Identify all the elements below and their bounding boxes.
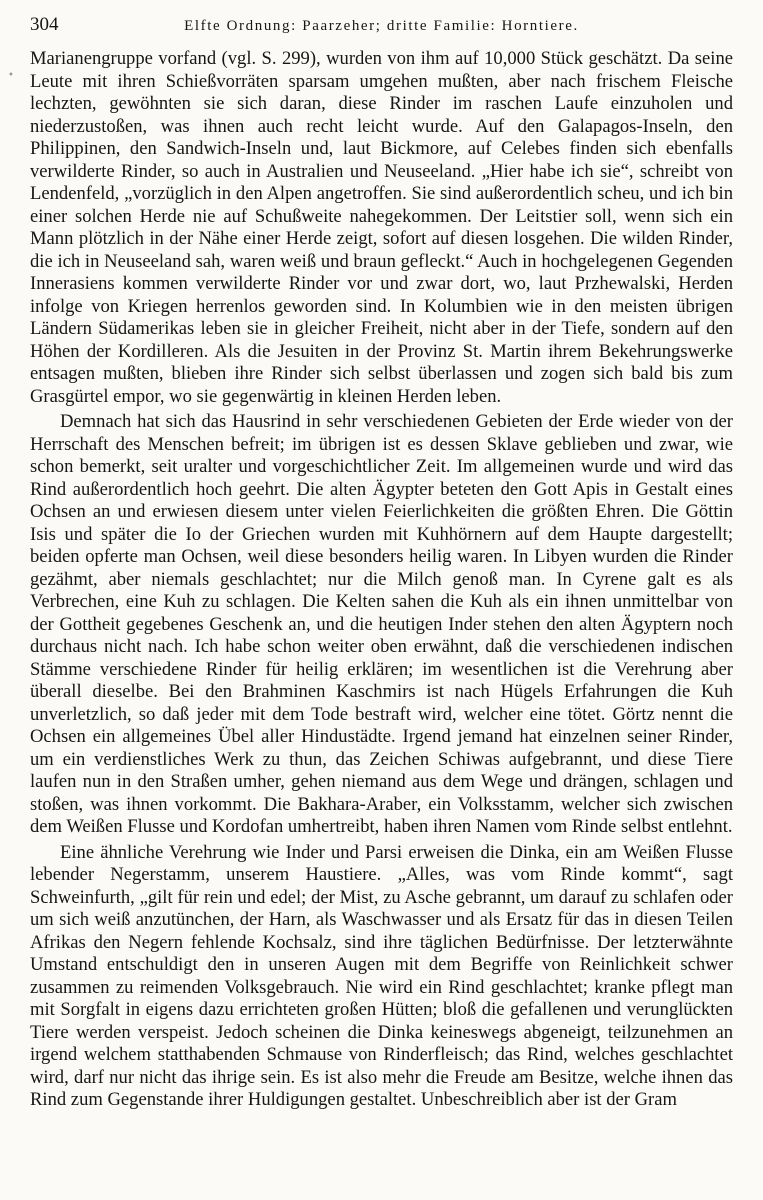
paragraph-3: Eine ähnliche Verehrung wie Inder und Parsi erweisen die Dinka, ein am Weißen Flusse lebender Negerstamm, unserem Haustiere. „Alles, was vom Rinde kommt“, sagt Schweinfurth, „gilt für rein und edel; der Mist, zu Asche gebrannt, um darauf zu schlafen oder um sich weiß anzutünchen, der Harn, als Waschwasser und als Ersatz für das in diesen Teilen Afrikas den Negern fehlende Kochsalz, sind ihre täglichen Bedürfnisse. Der letzterwähnte Umstand entschuldigt den in unseren Augen mit dem Begriffe von Reinlichkeit schwer zusammen zu reimenden Volksgebrauch. Nie wird ein Rind geschlachtet; kranke pflegt man mit Sorgfalt in eigens dazu errichteten großen Hütten; bloß die gefallenen und verunglückten Tiere werden verspeist. Jedoch scheinen die Dinka keineswegs abgeneigt, teilzunehmen an irgend welchem statthabenden Schmause von Rinderfleisch; das Rind, welches geschlachtet wird, darf nur nicht das ihrige sein. Es ist also mehr die Freude am Besitze, welche ihnen das Rind zum Gegenstande ihrer Huldigungen gestaltet. Unbeschreiblich aber ist der Gram — [30, 841, 733, 1110]
paragraph-1: Marianengruppe vorfand (vgl. S. 299), wurden von ihm auf 10,000 Stück geschätzt. Da seine Leute mit ihren Schießvorräten sparsam umgehen mußten, aber nach frischem Fleische lechzten, gewöhnten sie sich daran, diese Rinder im raschen Laufe einzuholen und niederzustoßen, was ihnen auch recht leicht wurde. Auf den Galapagos-Inseln, den Philippinen, den Sandwich-Inseln und, laut Bickmore, auf Celebes finden sich ebenfalls verwilderte Rinder, so auch in Australien und Neuseeland. „Hier habe ich sie“, schreibt von Lendenfeld, „vorzüglich in den Alpen angetroffen. Sie sind außerordentlich scheu, und ich bin einer solchen Herde nie auf Schußweite nahegekommen. Der Leitstier soll, wenn sich ein Mann plötzlich in der Nähe einer Herde zeigt, sofort auf diesen losgehen. Die wilden Rinder, die ich in Neuseeland sah, waren weiß und braun gefleckt.“ Auch in hochgelegenen Gegenden Innerasiens kommen verwilderte Rinder vor und zwar dort, wo, laut Przhewalski, Herden infolge von Kriegen herrenlos geworden sind. In Kolumbien wie in den meisten übrigen Ländern Südamerikas leben sie in gleicher Freiheit, nicht aber in der Tiefe, sondern auf den Höhen der Kordilleren. Als die Jesuiten in der Provinz St. Martin ihrem Bekehrungswerke entsagen mußten, blieben ihre Rinder sich selbst überlassen und zogen sich bald bis zum Grasgürtel empor, wo sie gegenwärtig in kleinen Herden leben. — [30, 48, 733, 407]
body-text — [30, 48, 733, 1112]
page-number: 304 — [30, 14, 59, 35]
paragraph-2: Demnach hat sich das Hausrind in sehr verschiedenen Gebieten der Erde wieder von der Herrschaft des Menschen befreit; im übrigen ist es dessen Sklave geblieben und zwar, wie schon bemerkt, seit uralter und vorgeschichtlicher Zeit. Im allgemeinen wurde und wird das Rind außerordentlich hoch geehrt. Die alten Ägypter beteten den Gott Apis in Gestalt eines Ochsen an und erwiesen diesem unter vielen Feierlichkeiten die größten Ehren. Die Göttin Isis und später die Io der Griechen wurden mit Kuhhörnern auf dem Haupte dargestellt; beiden opferte man Ochsen, weil diese besonders heilig waren. In Libyen wurden die Rinder gezähmt, aber niemals geschlachtet; nur die Milch genoß man. In Cyrene galt es als Verbrechen, eine Kuh zu schlagen. Die Kelten sahen die Kuh als ein ihnen unmittelbar von der Gottheit gegebenes Geschenk an, und die heutigen Inder stehen den alten Ägyptern noch durchaus nicht nach. Ich habe schon weiter oben erwähnt, daß die verschiedenen indischen Stämme verschiedene Rinder für heilig erklären; im wesentlichen ist die Verehrung aber überall dieselbe. Bei den Brahminen Kaschmirs ist nach Hügels Erfahrungen die Kuh unverletzlich, so daß jeder mit dem Tode bestraft wird, welcher eine tötet. Görtz nennt die Ochsen ein allgemeines Übel aller Hindustädte. Irgend jemand hat einzelnen seiner Rinder, um ein verdienstliches Werk zu thun, das Zeichen Schiwas aufgebrannt, und diese Tiere laufen nun in den Straßen umher, gehen niemand aus dem Wege und drängen, schlagen und stoßen, was ihnen vorkommt. Die Bakhara-Araber, ein Volksstamm, welcher sich zwischen dem Weißen Flusse und Kordofan umhertreibt, haben ihren Namen vom Rinde selbst entlehnt. — [30, 411, 733, 837]
running-head: Elfte Ordnung: Paarzeher; dritte Familie: Horntiere. — [184, 18, 579, 34]
page-header — [30, 14, 733, 48]
margin-mark: • — [8, 70, 14, 81]
